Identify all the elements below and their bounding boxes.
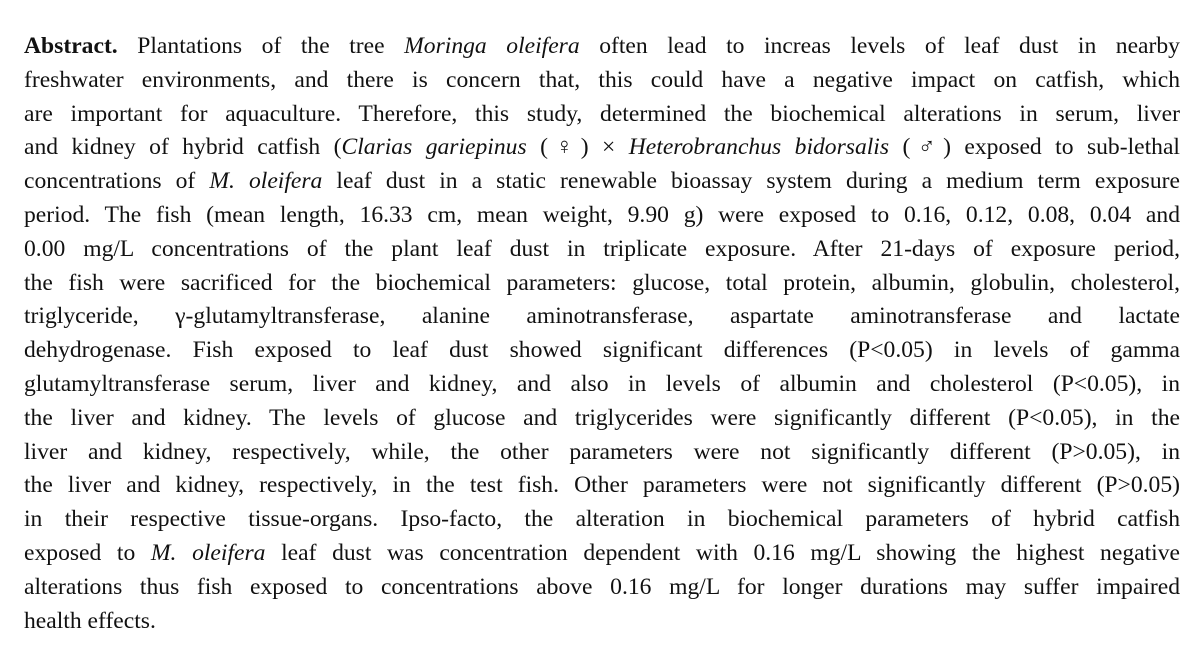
abstract-text: period. The fish (mean length, 16.33 cm, mean weight, 9.90 g) were exposed to 0.16, 0.12, 0.08, 0.04 and [24,201,1180,228]
abstract-text: in their respective tissue-organs. Ipso-facto, the alteration in biochemical parameters of hybrid catfish [24,506,1180,533]
abstract-text: the fish were sacrificed for the biochemical parameters: glucose, total protein, albumin, globulin, cholesterol, [24,269,1180,296]
italic-term: Heterobranchus bidorsalis [628,134,890,161]
abstract-text: freshwater environments, and there is concern that, this could have a negative impact on catfish, which [24,66,1180,93]
abstract-line [24,537,1180,571]
abstract-text: the liver and kidney, respectively, in the test fish. Other parameters were not significantly different (P>0.05) [24,472,1180,499]
abstract-line [24,300,1180,334]
abstract-text: 0.00 mg/L concentrations of the plant leaf dust in triplicate exposure. After 21-days of exposure period, [24,235,1180,262]
abstract-text: the liver and kidney. The levels of glucose and triglycerides were significantly different (P<0.05), in the [24,404,1180,431]
abstract-line [24,64,1180,98]
abstract-text: Plantations of the tree [137,33,405,59]
abstract-text: liver and kidney, respectively, while, the other parameters were not significantly different (P>0.05), in [24,438,1180,465]
abstract-text: are important for aquaculture. Therefore, this study, determined the biochemical alterations in serum, liver [24,100,1180,127]
abstract-line [24,334,1180,368]
abstract-line [24,436,1180,470]
abstract-line [24,165,1180,199]
abstract-text: (♂) exposed to sub-lethal [889,134,1180,161]
abstract-line [24,30,1180,64]
abstract-line [24,131,1180,165]
abstract-line [24,199,1180,233]
abstract-text: and kidney of hybrid catfish ( [24,134,342,161]
abstract-label: Abstract. [24,33,118,59]
abstract-text: (♀) × [526,134,629,161]
abstract-paragraph [24,30,1180,638]
abstract-text: leaf dust in a static renewable bioassay system during a medium term exposure [322,168,1180,195]
abstract-line [24,469,1180,503]
abstract-line [24,571,1180,605]
abstract-line [24,368,1180,402]
abstract-text: glutamyltransferase serum, liver and kidney, and also in levels of albumin and cholesterol (P<0.05), in [24,370,1180,397]
italic-term: M. oleifera [209,168,323,195]
abstract-line [24,503,1180,537]
abstract-text: leaf dust was concentration dependent with 0.16 mg/L showing the highest negative [265,539,1180,566]
abstract-line [24,402,1180,436]
abstract-line [24,267,1180,301]
abstract-text: triglyceride, γ-glutamyltransferase, alanine aminotransferase, aspartate aminotransferase and lactate [24,303,1180,330]
italic-term: Moringa oleifera [404,33,580,59]
abstract-text: alterations thus fish exposed to concentrations above 0.16 mg/L for longer durations may suffer impaired [24,573,1180,600]
abstract-text: dehydrogenase. Fish exposed to leaf dust showed significant differences (P<0.05) in levels of gamma [24,337,1180,364]
abstract-line [24,98,1180,132]
abstract-text: health effects. [24,607,156,634]
abstract-text: exposed to [24,539,151,566]
italic-term: M. oleifera [150,539,266,566]
abstract-line [24,233,1180,267]
abstract-line [24,605,1180,639]
abstract-text: often lead to increas levels of leaf dust in nearby [579,33,1180,59]
abstract-text: concentrations of [24,168,210,195]
italic-term: Clarias gariepinus [341,134,527,161]
